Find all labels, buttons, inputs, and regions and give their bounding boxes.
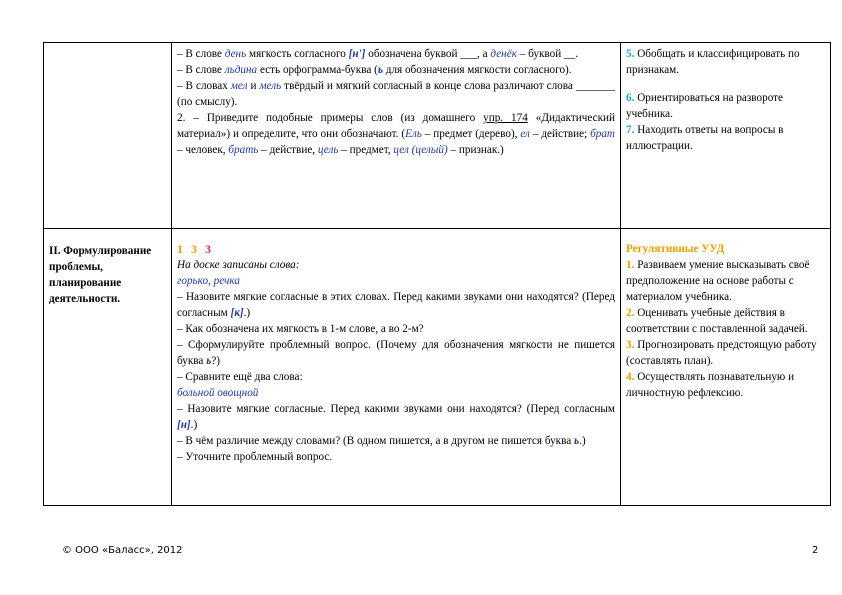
text-run: [н'] [348, 48, 366, 60]
skill-number: 3. [626, 339, 635, 351]
activity-cell [172, 229, 621, 506]
text-line [177, 273, 615, 289]
text-run: – признак.) [447, 144, 504, 156]
text-run: – В чём различие между словами? (В одном пишется, а в другом не пишется буква [177, 435, 575, 447]
text-run: ь [377, 64, 383, 76]
text-run: ь [206, 355, 212, 367]
text-line [177, 321, 615, 337]
text-run: На доске записаны слова: [177, 259, 300, 271]
skill-item [626, 305, 825, 337]
text-run: брат [590, 128, 616, 140]
text-run: мягкость согласного [246, 48, 349, 60]
text-run: – предмет, [338, 144, 394, 156]
text-line [177, 62, 615, 78]
text-run: [к] [230, 307, 244, 319]
stage-cell-empty [44, 43, 172, 229]
step-marker: 1 [177, 242, 183, 256]
text-line [177, 257, 615, 273]
text-line [177, 433, 615, 449]
text-line [177, 385, 615, 401]
text-run: – Назовите мягкие согласные в этих словах. Перед какими звуками они находятся? (Перед согласным [177, 291, 615, 319]
text-line [177, 46, 615, 62]
uud-title: Регулятивные УУД [626, 243, 725, 255]
skill-number: 1. [626, 259, 635, 271]
text-run: твёрдый и мягкий согласный в конце слова различают слова _______ (по смыслу). [177, 80, 615, 108]
skill-number: 4. [626, 371, 635, 383]
text-run: ел [520, 128, 530, 140]
page-number: 2 [812, 545, 819, 556]
text-run: мел [230, 80, 248, 92]
text-run: и [247, 80, 260, 92]
skills-cell [621, 43, 831, 229]
text-line [177, 337, 615, 369]
skills-list [626, 46, 825, 154]
skill-item [626, 369, 825, 401]
text-run: мель [259, 80, 282, 92]
text-run: денёк [490, 48, 517, 60]
text-run: ?) [211, 355, 221, 367]
skill-text: Осуществлять познавательную и личностную рефлексию. [626, 371, 795, 399]
text-run: льдина [224, 64, 258, 76]
text-run: день [224, 48, 247, 60]
skill-item [626, 46, 825, 78]
activity-text [177, 46, 615, 158]
skill-text: Обобщать и классифицировать по признакам. [626, 48, 800, 76]
skill-item [626, 337, 825, 369]
text-run: ь [574, 435, 580, 447]
text-run: [н] [177, 419, 191, 431]
text-line [177, 369, 615, 385]
stage-title: II. Формулирование проблемы, планирование деятельности. [49, 245, 152, 305]
text-run: – Сформулируйте проблемный вопрос. (Почему для обозначения мягкости не пишется буква [177, 339, 615, 367]
text-run: – В слове [177, 48, 225, 60]
text-run: «Дидактический материал») и определите, что они обозначают. ( [177, 112, 615, 140]
text-line [177, 110, 615, 158]
text-run: есть орфограмма-буква ( [257, 64, 378, 76]
skills-list [626, 257, 825, 401]
skill-number: 5. [626, 48, 635, 60]
skill-text: Оценивать учебные действия в соответствии с поставленной задачей. [626, 307, 808, 335]
text-run: для обозначения мягкости согласного). [382, 64, 572, 76]
skill-text: Находить ответы на вопросы в иллюстрации. [626, 124, 784, 152]
text-line [177, 78, 615, 110]
text-run: .) [243, 307, 251, 319]
text-run: 2. – Приведите подобные примеры слов (из домашнего [177, 112, 484, 124]
skills-cell [621, 229, 831, 506]
stage-cell [44, 229, 172, 506]
skill-item [626, 257, 825, 305]
text-line [177, 401, 615, 433]
text-run: упр. 174 [483, 112, 528, 124]
skill-number: 6. [626, 92, 635, 104]
text-line [177, 449, 615, 465]
text-run: цель [317, 144, 339, 156]
text-run: – Сравните ещё два слова: [177, 371, 303, 383]
text-run: брать [228, 144, 259, 156]
skill-text: Ориентироваться на развороте учебника. [626, 92, 783, 120]
table-row [44, 43, 831, 229]
text-run: больной овощной [177, 387, 259, 399]
activity-text [177, 257, 615, 465]
text-run: – буквой __. [516, 48, 578, 60]
text-run: – В слове [177, 64, 225, 76]
skill-text: Прогнозировать предстоящую работу (составлять план). [626, 339, 817, 367]
skill-item [626, 90, 825, 122]
text-run: горько, речка [177, 275, 240, 287]
step-markers [177, 241, 615, 257]
table-row [44, 229, 831, 506]
text-line [177, 289, 615, 321]
text-run: .) [579, 435, 586, 447]
text-run: – Назовите мягкие согласные. Перед какими звуками они находятся? (Перед согласным [177, 403, 615, 415]
text-run: .) [190, 419, 198, 431]
lesson-table [43, 42, 831, 506]
activity-cell [172, 43, 621, 229]
text-run: цел (целый) [393, 144, 448, 156]
skill-number: 7. [626, 124, 635, 136]
text-run: Ель [405, 128, 422, 140]
footer-copyright: © ООО «Баласс», 2012 [62, 545, 183, 556]
text-run: – В словах [177, 80, 231, 92]
skill-item [626, 122, 825, 154]
text-run: – действие, [258, 144, 318, 156]
text-run: – действие; [529, 128, 591, 140]
skill-text: Развиваем умение высказывать своё предположение на основе работы с материалом учебника. [626, 259, 810, 303]
text-run: – Как обозначена их мягкость в 1-м слове, а во 2-м? [177, 323, 424, 335]
step-marker: 3 [191, 242, 197, 256]
step-marker: 3 [205, 242, 211, 256]
text-run: – Уточните проблемный вопрос. [177, 451, 333, 463]
text-run: – предмет (дерево), [421, 128, 521, 140]
text-run: обозначена буквой ___, а [365, 48, 491, 60]
skill-number: 2. [626, 307, 635, 319]
text-run: – человек, [177, 144, 229, 156]
